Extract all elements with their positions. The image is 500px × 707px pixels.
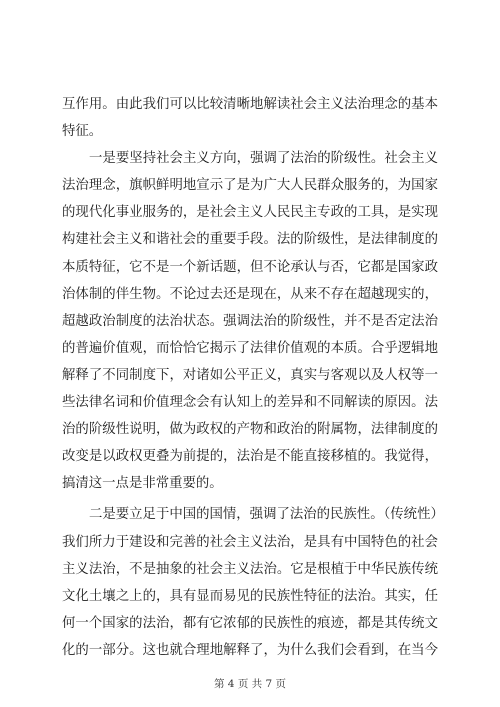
text-line: 治的阶级性说明，做为政权的产物和政治的附属物，法律制度的	[62, 422, 438, 438]
document-body	[62, 91, 444, 664]
text-line: 治体制的伴生物。不论过去还是现在，从来不存在超越现实的，	[62, 286, 438, 302]
text-line: 何一个国家的法治，都有它浓郁的民族性的痕迹，都是其传统文	[62, 615, 438, 631]
text-line: 特征。	[62, 124, 103, 140]
text-line: 本质特征，它不是一个新话题，但不论承认与否，它都是国家政	[62, 259, 438, 275]
text-line: 化的一部分。这也就合理地解释了，为什么我们会看到，在当今	[62, 642, 438, 658]
page-number: 第 4 页 共 7 页	[213, 678, 287, 690]
text-line: 构建社会主义和谐社会的重要手段。法的阶级性，是法律制度的	[62, 232, 438, 248]
text-line: 文化土壤之上的，具有显而易见的民族性特征的法治。其实，任	[62, 588, 438, 604]
text-line: 法治理念，旗帜鲜明地宣示了是为广大人民群众服务的，为国家	[62, 178, 438, 194]
text-line: 的现代化事业服务的，是社会主义人民民主专政的工具，是实现	[62, 205, 438, 221]
paragraph-first-line: 二是要立足于中国的国情，强调了法治的民族性。（传统性）	[89, 507, 444, 523]
text-line: 的普遍价值观，而恰恰它揭示了法律价值观的本质。合乎逻辑地	[62, 340, 438, 356]
text-line: 解释了不同制度下，对诸如公平正义，真实与客观以及人权等一	[62, 367, 438, 383]
text-line: 些法律名词和价值理念会有认知上的差异和不同解读的原因。法	[62, 395, 438, 411]
text-line: 我们所力于建设和完善的社会主义法治，是具有中国特色的社会	[62, 534, 438, 550]
text-line: 互作用。由此我们可以比较清晰地解读社会主义法治理念的基本	[62, 97, 438, 112]
text-line: 改变是以政权更叠为前提的，法治是不能直接移植的。我觉得，	[62, 449, 438, 465]
text-line: 超越政治制度的法治状态。强调法治的阶级性，并不是否定法治	[62, 313, 438, 329]
text-line: 主义法治，不是抽象的社会主义法治。它是根植于中华民族传统	[62, 561, 438, 577]
text-line: 搞清这一点是非常重要的。	[62, 476, 223, 492]
paragraph-first-line: 一是要坚持社会主义方向，强调了法治的阶级性。社会主义	[89, 151, 438, 167]
